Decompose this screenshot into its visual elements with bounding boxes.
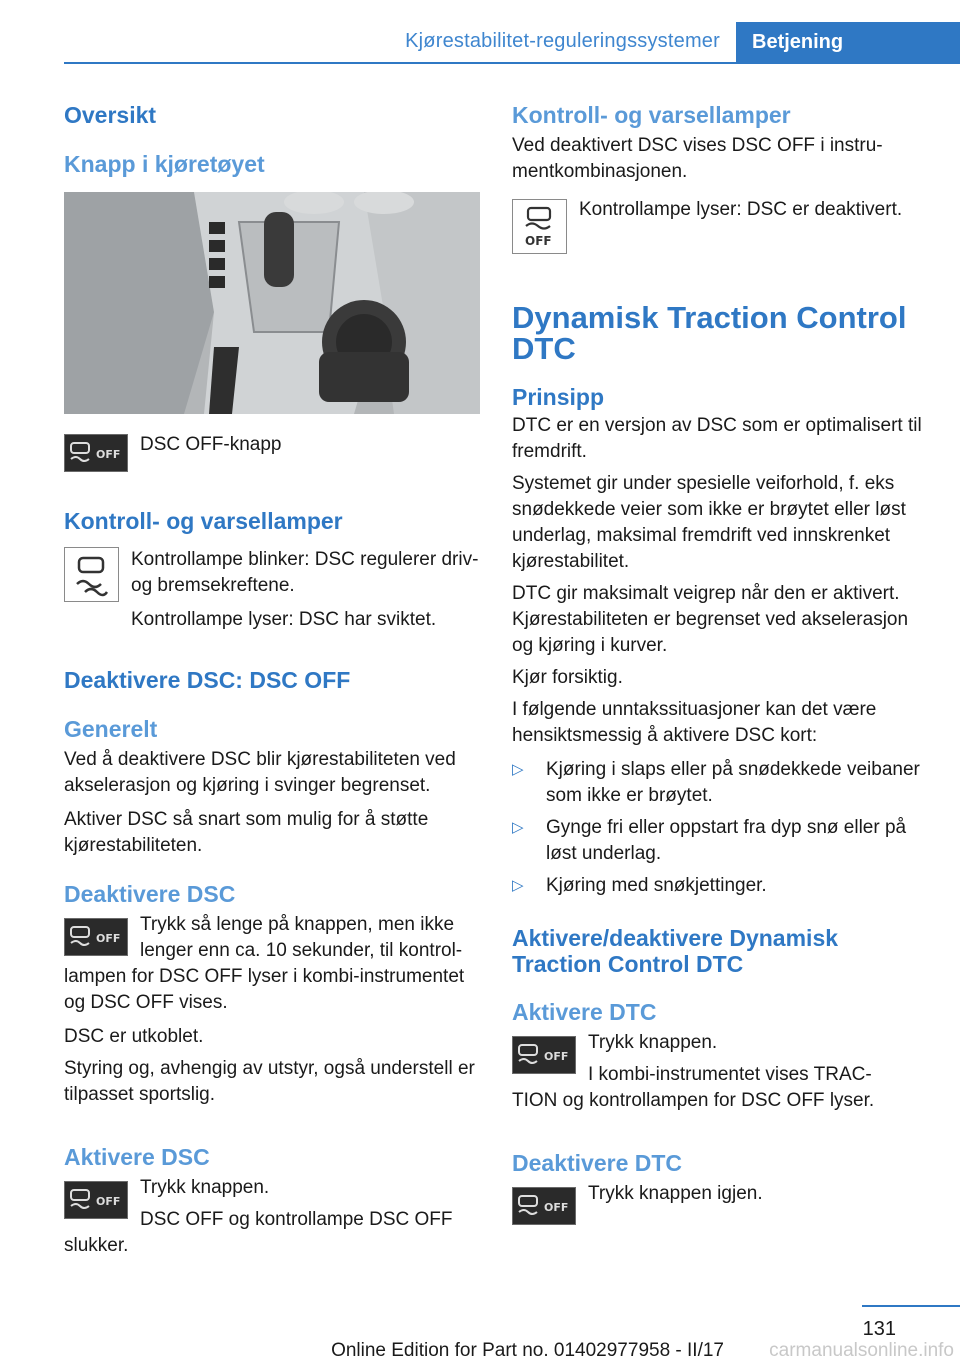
dsc-off-icon [512,1036,576,1074]
prinsipp-p3: DTC gir maksimalt veigrep når den er aktivert. Kjørestabiliteten er begrenset ved akselerasjon og kjøring i kurver. [512,583,909,656]
triangle-bullet-icon: ▷ [512,819,524,836]
list-item: ▷ Kjøring med snøkjettinger. [512,873,930,899]
console-illustration [64,192,480,414]
heading-generelt: Generelt [64,716,158,742]
triangle-bullet-icon: ▷ [512,877,524,894]
heading-deaktivere-dsc: Deaktivere DSC [64,881,236,907]
aktivere-dtc-p2a: I kombi-instrumentet vises TRAC- [588,1064,872,1085]
off-text: OFF [544,1201,569,1214]
heading-deaktivere-dtc: Deaktivere DTC [512,1150,683,1176]
off-text: OFF [96,1195,121,1208]
lamp-row-right [512,199,930,258]
generelt-p1: Ved å deaktivere DSC blir kjørestabiliteten ved akselerasjon og kjøring i svinger begrenset. [64,749,456,796]
heading-prinsipp: Prinsipp [512,384,605,410]
console-photo [64,192,480,414]
running-header-section: Kjørestabilitet-reguleringssystemer [405,30,720,52]
heading-akt-deakt-dtc: Aktivere/deaktivere Dynamisk Traction Control DTC [512,925,839,977]
heading-aktivere-dsc: Aktivere DSC [64,1144,210,1170]
heading-aktivere-dtc: Aktivere DTC [512,999,657,1025]
aktivere-dtc-p1: Trykk knappen. [588,1032,718,1053]
watermark-text: carmanualsonline.info [769,1340,954,1361]
prinsipp-p2: Systemet gir under spesielle veiforhold, f. eks snødekkede veier som ikke er brøytet eller løst underlag, maksimal fremdrift ved innskrenket kjørestabilitet. [512,473,906,572]
dsc-off-icon [64,1181,128,1219]
left-column [64,96,482,1259]
deaktivere-dsc-p3: Styring og, avhengig av utstyr, også understell er tilpasset sportslig. [64,1058,475,1105]
heading-kontroll-right: Kontroll- og varsellamper [512,102,791,128]
dsc-off-icon [64,434,128,472]
exception-list [512,757,930,899]
aktivere-dsc-p2a: DSC OFF og kontrollampe DSC OFF [140,1209,453,1230]
generelt-p2: Aktiver DSC så snart som mulig for å støtte kjørestabiliteten. [64,809,429,856]
off-text: OFF [544,1050,569,1063]
deaktivere-dtc-p1: Trykk knappen igjen. [588,1183,763,1204]
kontroll-right-p1: Ved deaktivert DSC vises DSC OFF i instrumentkombinasjonen. [512,135,883,182]
off-text: OFF [525,234,552,248]
list-item: ▷ Gynge fri eller oppstart fra dyp snø eller på løst underlag. [512,817,907,864]
prinsipp-p1: DTC er en versjon av DSC som er optimalisert til fremdrift. [512,415,922,462]
aktivere-dsc-p1: Trykk knappen. [140,1177,270,1198]
dsc-off-button-row [64,434,482,476]
aktivere-dtc-row [512,1030,930,1088]
footer-rule [862,1305,960,1307]
deaktivere-dsc-p1a: Trykk så lenge på knappen, men ikke lenger enn ca. 10 sekunder, til kontrol- [140,914,463,961]
running-header-tab: Betjening [736,22,960,62]
prinsipp-p4: Kjør forsiktig. [512,667,623,688]
heading-deaktivere-dsc-off: Deaktivere DSC: DSC OFF [64,667,351,693]
heading-dtc: Dynamisk Traction Control DTC [512,300,907,366]
aktivere-dsc-row [64,1175,482,1233]
edition-text: Online Edition for Part no. 01402977958 - II/17 [331,1340,724,1361]
page-number: 131 [862,1318,896,1340]
aktivere-dtc-p2b: TION og kontrollampen for DSC OFF lyser. [512,1090,875,1111]
deaktivere-dsc-p1b: lampen for DSC OFF lyser i kombi-instrumentet og DSC OFF vises. [64,966,465,1013]
off-text: OFF [96,932,121,945]
dsc-off-lamp-icon [512,199,567,254]
heading-oversikt: Oversikt [64,102,157,128]
deaktivere-dsc-p2: DSC er utkoblet. [64,1026,204,1047]
prinsipp-p5: I følgende unntakssituasjoner kan det være hensiktsmessig å aktivere DSC kort: [512,699,877,746]
kontroll-right-lamp: Kontrollampe lyser: DSC er deaktivert. [579,199,903,220]
lamp-row-left [64,547,482,633]
dsc-lamp-icon [64,547,119,602]
dsc-off-button-label: DSC OFF-knapp [140,434,282,455]
lamp-blinks-text: Kontrollampe blinker: DSC regulerer driv- og bremsekreftene. [131,549,479,596]
dsc-off-icon [64,918,128,956]
list-item: ▷ Kjøring i slaps eller på snødekkede veibaner som ikke er brøytet. [512,759,920,806]
header-rule [64,62,960,64]
off-text: OFF [96,448,121,461]
deaktivere-dtc-row [512,1181,930,1229]
triangle-bullet-icon: ▷ [512,761,524,778]
lamp-lit-text: Kontrollampe lyser: DSC har sviktet. [131,609,437,630]
deaktivere-dsc-row [64,912,482,964]
heading-kontroll-left: Kontroll- og varsellamper [64,508,343,534]
heading-knapp: Knapp i kjøretøyet [64,151,265,177]
aktivere-dsc-p2b: slukker. [64,1235,129,1256]
right-column [512,96,930,1229]
dsc-off-icon [512,1187,576,1225]
